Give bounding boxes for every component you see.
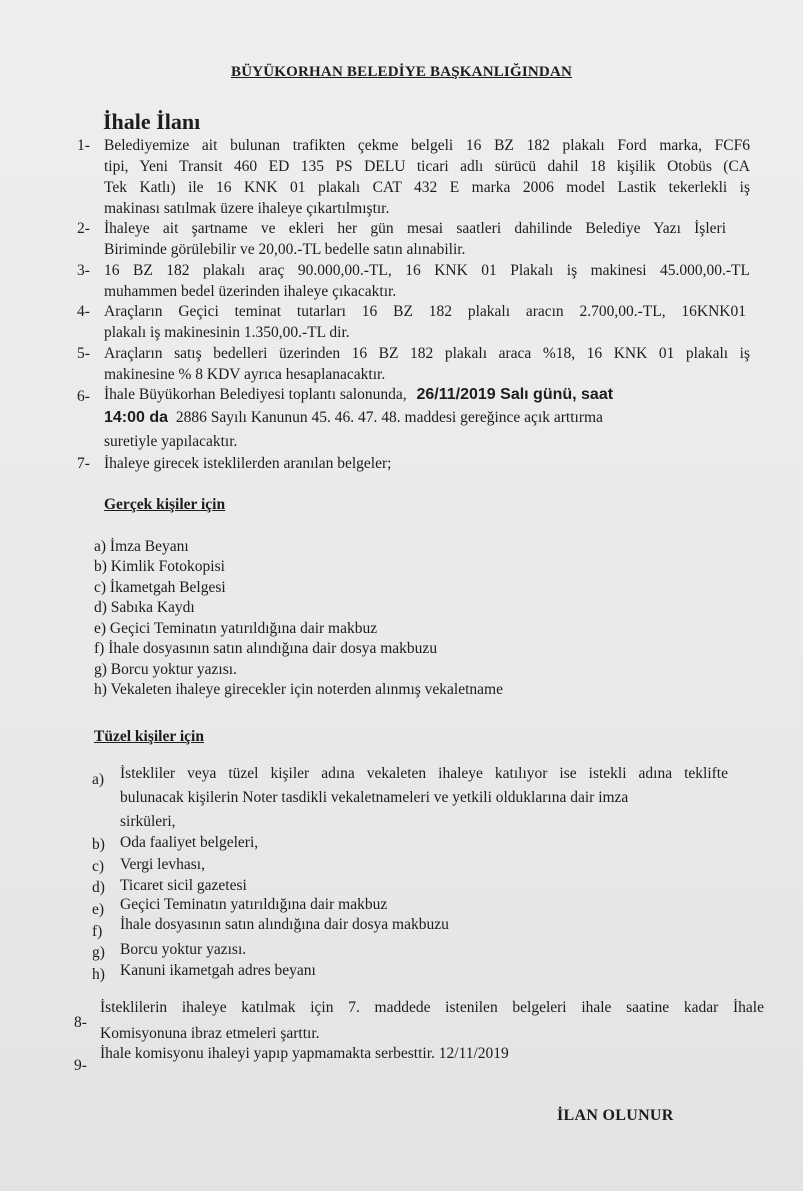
article-4-line: Araçların Geçici teminat tutarları 16 BZ 182 plakalı aracın 2.700,00.-TL, 16KNK01: [104, 303, 746, 320]
article-number: 1-: [77, 137, 90, 154]
list-marker: d): [92, 879, 105, 896]
list-marker: g): [92, 944, 105, 961]
list-item: e) Geçici Teminatın yatırıldığına dair makbuz: [94, 620, 378, 637]
article-5-line: makinesine % 8 KDV ayrıca hesaplanacaktır.: [104, 366, 386, 383]
article-6-line: [104, 409, 603, 427]
list-item: Kanuni ikametgah adres beyanı: [120, 962, 316, 979]
legal-item-a-line: İstekliler veya tüzel kişiler adına vekaleten ihaleye katılıyor ise istekli adına teklifte: [120, 765, 728, 782]
article-3-line: muhammen bedel üzerinden ihaleye çıkacaktır.: [104, 283, 397, 300]
article-2-line: İhaleye ait şartname ve ekleri her gün mesai saatleri dahilinde Belediye Yazı İşleri: [104, 220, 726, 237]
list-item: Borcu yoktur yazısı.: [120, 941, 247, 958]
issuer-heading: BÜYÜKORHAN BELEDİYE BAŞKANLIĞINDAN: [230, 64, 573, 80]
article-2-line: Biriminde görülebilir ve 20,00.-TL bedelle satın alınabilir.: [104, 241, 466, 258]
list-item: d) Sabıka Kaydı: [94, 599, 195, 616]
tender-time: 14:00 da: [104, 409, 169, 426]
article-3-line: 16 BZ 182 plakalı araç 90.000,00.-TL, 16 KNK 01 Plakalı iş makinesi 45.000,00.-TL: [104, 262, 750, 279]
list-marker: f): [92, 923, 103, 940]
article-number: 9-: [74, 1057, 87, 1074]
article-1-line: Tek Katlı) ile 16 KNK 01 plakalı CAT 432 E marka 2006 model Lastik tekerlekli iş: [104, 179, 750, 196]
article-4-line: plakalı iş makinesinin 1.350,00.-TL dir.: [104, 324, 350, 341]
article-number: 8-: [74, 1014, 87, 1031]
list-item: Ticaret sicil gazetesi: [120, 877, 247, 894]
article-6-line: [104, 386, 613, 404]
list-marker: e): [92, 901, 105, 918]
closing-signature: İLAN OLUNUR: [557, 1107, 674, 1124]
article-number: 4-: [77, 303, 90, 320]
notice-title: İhale İlanı: [103, 109, 201, 134]
meeting-place-text: İhale Büyükorhan Belediyesi toplantı salonunda,: [104, 386, 407, 403]
list-item: a) İmza Beyanı: [94, 538, 189, 555]
article-number: 6-: [77, 388, 90, 405]
list-item: İhale dosyasının satın alındığına dair dosya makbuzu: [120, 916, 449, 933]
list-marker: a): [92, 771, 105, 788]
article-number: 3-: [77, 262, 90, 279]
article-6-line: suretiyle yapılacaktır.: [104, 433, 238, 450]
list-item: Vergi levhası,: [120, 856, 205, 873]
article-8-line: Komisyonuna ibraz etmeleri şarttır.: [100, 1025, 320, 1042]
article-7-line: İhaleye girecek isteklilerden aranılan belgeler;: [104, 455, 392, 472]
real-persons-heading: Gerçek kişiler için: [104, 496, 226, 513]
article-number: 7-: [77, 455, 90, 472]
list-item: f) İhale dosyasının satın alındığına dair dosya makbuzu: [94, 640, 438, 657]
article-number: 5-: [77, 345, 90, 362]
article-5-line: Araçların satış bedelleri üzerinden 16 BZ 182 plakalı araca %18, 16 KNK 01 plakalı iş: [104, 345, 750, 362]
article-number: 2-: [77, 220, 90, 237]
list-item: c) İkametgah Belgesi: [94, 579, 226, 596]
list-item: Oda faaliyet belgeleri,: [120, 834, 259, 851]
list-marker: c): [92, 858, 105, 875]
list-item: h) Vekaleten ihaleye girecekler için noterden alınmış vekaletname: [94, 681, 503, 698]
list-marker: h): [92, 966, 105, 983]
list-item: g) Borcu yoktur yazısı.: [94, 661, 237, 678]
article-1-line: tipi, Yeni Transit 460 ED 135 PS DELU ticari adlı sürücü dahil 18 kişilik Otobüs (CA: [104, 158, 750, 175]
list-item: Geçici Teminatın yatırıldığına dair makbuz: [120, 896, 388, 913]
article-8-line: İsteklilerin ihaleye katılmak için 7. maddede istenilen belgeleri ihale saatine kadar İhale: [100, 999, 764, 1016]
tender-date: 26/11/2019 Salı günü, saat: [416, 386, 614, 403]
article-1-line: Belediyemize ait bulunan trafikten çekme belgeli 16 BZ 182 plakalı Ford marka, FCF6: [104, 137, 750, 154]
article-9-line: İhale komisyonu ihaleyi yapıp yapmamakta serbesttir. 12/11/2019: [100, 1045, 509, 1062]
list-item: b) Kimlik Fotokopisi: [94, 558, 225, 575]
article-1-line: makinası satılmak üzere ihaleye çıkartılmıştır.: [104, 200, 390, 217]
law-reference-text: 2886 Sayılı Kanunun 45. 46. 47. 48. maddesi gereğince açık arttırma: [175, 409, 603, 426]
list-marker: b): [92, 836, 105, 853]
legal-item-a-line: bulunacak kişilerin Noter tasdikli vekaletnameleri ve yetkili olduklarına dair imza: [120, 789, 629, 806]
legal-item-a-line: sirküleri,: [120, 813, 176, 830]
legal-entities-heading: Tüzel kişiler için: [94, 728, 204, 745]
